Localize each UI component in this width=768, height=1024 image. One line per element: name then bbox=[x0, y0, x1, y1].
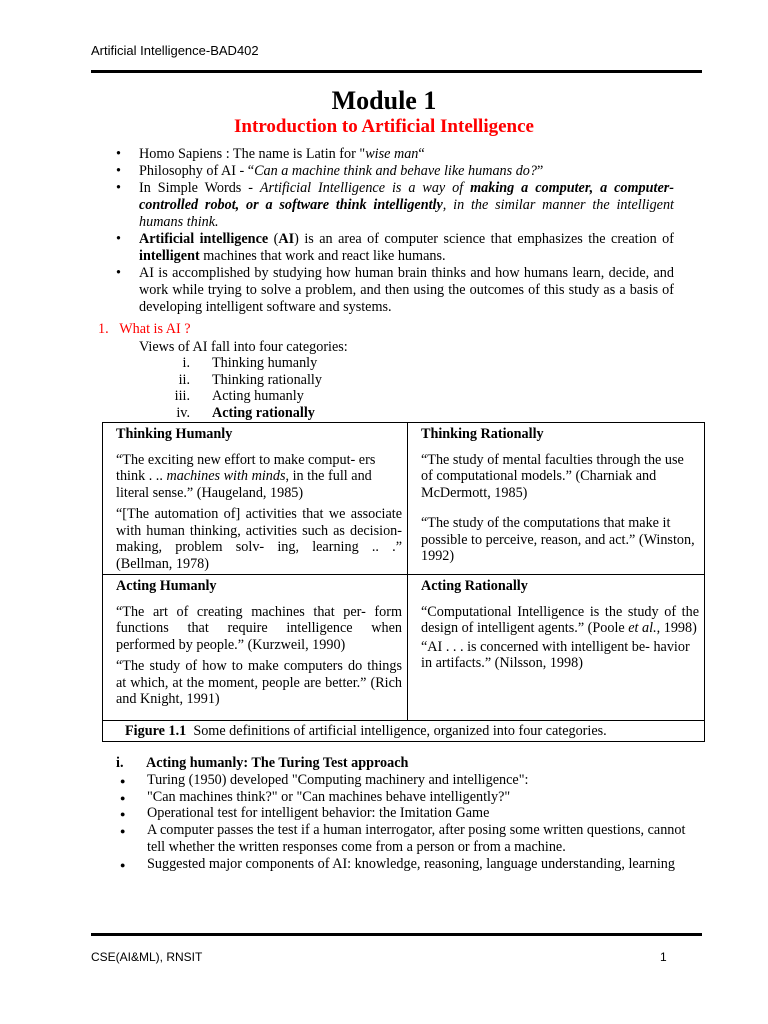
module-subtitle: Introduction to Artificial Intelligence bbox=[234, 116, 534, 137]
turing-bullet: ● A computer passes the test if a human interrogator, after posing some written questions, cannot tell whether the written responses come from a person or from a machine. bbox=[116, 822, 686, 856]
cell-acting-humanly bbox=[103, 575, 408, 721]
cell-heading: Acting Humanly bbox=[116, 578, 217, 594]
turing-bullet: ● Suggested major components of AI: knowledge, reasoning, language understanding, learning bbox=[116, 856, 686, 873]
category-list bbox=[160, 355, 322, 422]
turing-bullet: ● Turing (1950) developed "Computing machinery and intelligence": bbox=[116, 772, 686, 789]
intro-bullet: • Homo Sapiens : The name is Latin for "wise man“ bbox=[114, 146, 674, 163]
ai-definitions-table bbox=[102, 422, 705, 742]
turing-bullet: ● "Can machines think?" or "Can machines behave intelligently?" bbox=[116, 789, 686, 806]
turing-heading: i. Acting humanly: The Turing Test approach bbox=[116, 755, 409, 771]
views-intro: Views of AI fall into four categories: bbox=[139, 339, 348, 355]
intro-bullet: • Artificial intelligence (AI) is an area of computer science that emphasizes the creation of intelligent machines that work and react like humans. bbox=[114, 231, 674, 265]
turing-bullet: ● Operational test for intelligent behavior: the Imitation Game bbox=[116, 805, 686, 822]
category-item: ii. Thinking rationally bbox=[178, 371, 322, 388]
quote: “AI . . . is concerned with intelligent be- havior in artifacts.” (Nilsson, 1998) bbox=[421, 638, 690, 671]
quote: “The study of mental faculties through the use of computational models.” (Charniak and McDermott, 1985) bbox=[421, 451, 684, 501]
cell-acting-rationally bbox=[408, 575, 705, 721]
footer-rule bbox=[91, 933, 702, 936]
turing-section bbox=[116, 755, 686, 873]
section-heading: 1. What is AI ? bbox=[98, 321, 191, 337]
quote: “The study of the computations that make it possible to perceive, reason, and act.” (Winston, 1992) bbox=[421, 515, 695, 564]
figure-caption: Figure 1.1 Some definitions of artificial intelligence, organized into four categories. bbox=[103, 721, 705, 742]
cell-heading: Thinking Humanly bbox=[116, 426, 233, 442]
header-rule bbox=[91, 70, 702, 73]
footer-text: CSE(AI&ML), RNSIT bbox=[91, 950, 203, 964]
quote: “Computational Intelligence is the study of the design of intelligent agents.” (Poole et al., 1998) bbox=[421, 603, 699, 636]
page-header: Artificial Intelligence-BAD402 bbox=[91, 43, 259, 58]
quote: “The study of how to make computers do things at which, at the moment, people are better.” (Rich and Knight, 1991) bbox=[116, 658, 402, 707]
intro-bullet-list bbox=[114, 146, 674, 316]
category-item: iii. Acting humanly bbox=[174, 388, 304, 405]
cell-heading: Thinking Rationally bbox=[421, 426, 544, 442]
quote: “[The automation of] activities that we associate with human thinking, activities such as decision-making, problem solv- ing, learning .. .” (Bellman, 1978) bbox=[116, 506, 402, 572]
cell-thinking-rationally bbox=[408, 423, 705, 575]
intro-bullet: • AI is accomplished by studying how human brain thinks and how humans learn, decide, and work while trying to solve a problem, and then using the outcomes of this study as a basis of developing intelligent software and systems. bbox=[114, 265, 674, 316]
intro-bullet: • Philosophy of AI - “Can a machine think and behave like humans do?” bbox=[114, 163, 674, 180]
quote: “The art of creating machines that per- form functions that require intelligence when performed by people.” (Kurzweil, 1990) bbox=[116, 603, 402, 653]
category-item: i. Thinking humanly bbox=[182, 355, 318, 371]
module-title: Module 1 bbox=[331, 86, 437, 115]
page-number: 1 bbox=[660, 950, 667, 964]
cell-heading: Acting Rationally bbox=[421, 578, 528, 594]
quote: “The exciting new effort to make comput- ers think . .. machines with minds, in the full and literal sense.” (Haugeland, 1985) bbox=[116, 451, 376, 501]
intro-bullet: • In Simple Words - Artificial Intelligence is a way of making a computer, a computer-controlled robot, or a software think intelligently, in the similar manner the intelligent humans think. bbox=[114, 180, 674, 231]
cell-thinking-humanly bbox=[103, 423, 408, 575]
category-item: iv. Acting rationally bbox=[176, 405, 315, 422]
